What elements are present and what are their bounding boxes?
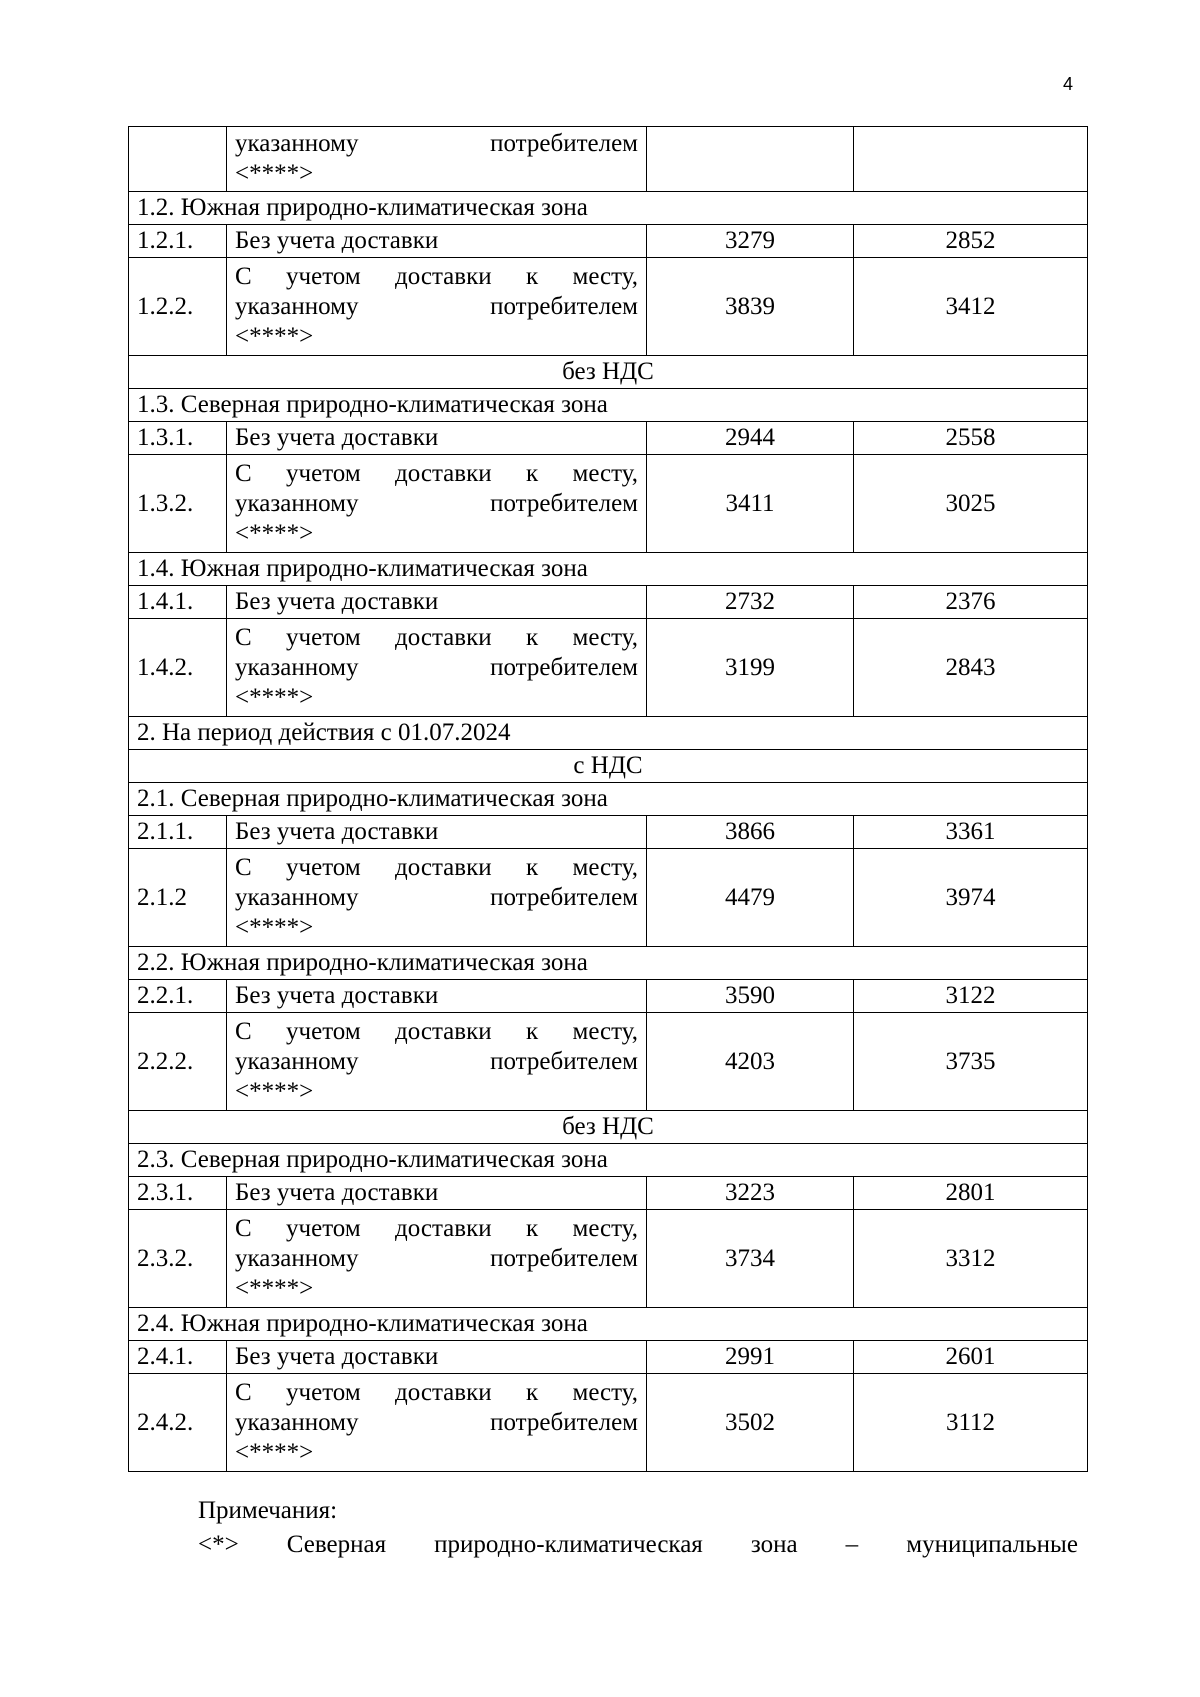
- vat-label: без НДС: [129, 356, 1088, 389]
- description-cell: [227, 455, 647, 553]
- description-cell: [227, 127, 647, 192]
- value-cell: 2843: [854, 619, 1088, 717]
- description-word: месту,: [572, 1378, 638, 1406]
- notes-word: <*>: [198, 1531, 239, 1558]
- value-cell: 3312: [854, 1210, 1088, 1308]
- description-line-1: [235, 623, 638, 653]
- description-line-2: [235, 1047, 638, 1077]
- delivery-description: [235, 1017, 638, 1107]
- description-cell: [227, 1013, 647, 1111]
- description-line-1: [235, 262, 638, 292]
- description-cell: [227, 849, 647, 947]
- description-word: учетом: [286, 1017, 361, 1045]
- vat-row: [129, 750, 1088, 783]
- description-line-2: [235, 1408, 638, 1438]
- description-word: указанному: [235, 130, 359, 157]
- description-word: потребителем: [490, 1047, 638, 1075]
- description-word: потребителем: [490, 1408, 638, 1436]
- description-word: учетом: [286, 1378, 361, 1406]
- value-cell: 3223: [647, 1177, 854, 1210]
- table-row: [129, 816, 1088, 849]
- vat-row: [129, 356, 1088, 389]
- delivery-description: [235, 1214, 638, 1304]
- table-row: [129, 1341, 1088, 1374]
- description-word: С: [235, 623, 252, 651]
- value-cell: 2801: [854, 1177, 1088, 1210]
- section-row: [129, 783, 1088, 816]
- value-cell: 4203: [647, 1013, 854, 1111]
- description-word: месту,: [572, 623, 638, 651]
- row-number-cell: 2.4.2.: [129, 1374, 227, 1472]
- table-row: [129, 849, 1088, 947]
- description-word: месту,: [572, 1214, 638, 1242]
- description-word: потребителем: [490, 489, 638, 517]
- description-line-3: <****>: [235, 519, 314, 547]
- description-word: доставки: [395, 459, 492, 487]
- description-line-1: [235, 853, 638, 883]
- description-cell: [227, 1210, 647, 1308]
- description-word: указанному: [235, 653, 359, 681]
- description-line-2: [235, 292, 638, 322]
- description-cell: [227, 258, 647, 356]
- table-row: [129, 980, 1088, 1013]
- section-row: [129, 1308, 1088, 1341]
- description-word: С: [235, 1017, 252, 1045]
- description-word: к: [525, 1214, 539, 1242]
- description-cell: [227, 1374, 647, 1472]
- value-cell: 3866: [647, 816, 854, 849]
- section-title: 2. На период действия с 01.07.2024: [129, 717, 1088, 750]
- value-cell: 3122: [854, 980, 1088, 1013]
- row-number-cell: 2.1.2: [129, 849, 227, 947]
- description-word: к: [525, 1017, 539, 1045]
- description-cell: [227, 619, 647, 717]
- table-row: [129, 1177, 1088, 1210]
- value-cell: 3279: [647, 225, 854, 258]
- row-number-cell: 1.2.2.: [129, 258, 227, 356]
- vat-label: без НДС: [129, 1111, 1088, 1144]
- value-cell: 2558: [854, 422, 1088, 455]
- description-word: месту,: [572, 1017, 638, 1045]
- description-word: доставки: [395, 1214, 492, 1242]
- notes-word: природно-климатическая: [434, 1531, 703, 1558]
- description-word: доставки: [395, 262, 492, 290]
- description-word: к: [525, 623, 539, 651]
- description-word: месту,: [572, 853, 638, 881]
- section-title: 1.2. Южная природно-климатическая зона: [129, 192, 1088, 225]
- description-word: потребителем: [490, 883, 638, 911]
- description-word: С: [235, 1214, 252, 1242]
- description-cell: Без учета доставки: [227, 816, 647, 849]
- vat-row: [129, 1111, 1088, 1144]
- description-word: потребителем: [490, 292, 638, 320]
- row-number-cell: 1.4.2.: [129, 619, 227, 717]
- section-row: [129, 192, 1088, 225]
- section-row: [129, 1144, 1088, 1177]
- delivery-description: [235, 1378, 638, 1468]
- description-word: учетом: [286, 262, 361, 290]
- description-line-3: <****>: [235, 913, 314, 941]
- value-cell: 2732: [647, 586, 854, 619]
- description-word: месту,: [572, 459, 638, 487]
- description-word: С: [235, 262, 252, 290]
- value-cell: 2944: [647, 422, 854, 455]
- value-cell: 2376: [854, 586, 1088, 619]
- description-word: доставки: [395, 623, 492, 651]
- section-title: 2.2. Южная природно-климатическая зона: [129, 947, 1088, 980]
- description-cell: Без учета доставки: [227, 1341, 647, 1374]
- description-word: к: [525, 459, 539, 487]
- description-word: учетом: [286, 853, 361, 881]
- description-word: месту,: [572, 262, 638, 290]
- description-word: учетом: [286, 1214, 361, 1242]
- value-cell: 3590: [647, 980, 854, 1013]
- description-word: учетом: [286, 623, 361, 651]
- row-number-cell: 2.1.1.: [129, 816, 227, 849]
- description-word: потребителем: [490, 130, 638, 157]
- value-cell: 3502: [647, 1374, 854, 1472]
- description-word: учетом: [286, 459, 361, 487]
- description-line-2: [235, 883, 638, 913]
- row-number-cell: 1.3.1.: [129, 422, 227, 455]
- table-row: [129, 1210, 1088, 1308]
- description-line-2: [235, 653, 638, 683]
- table-row: [129, 422, 1088, 455]
- description-line-1: [235, 1017, 638, 1047]
- delivery-description: [235, 262, 638, 352]
- description-word: потребителем: [490, 653, 638, 681]
- price-table: [128, 126, 1088, 1472]
- delivery-description: [235, 623, 638, 713]
- description-word: указанному: [235, 883, 359, 911]
- description-line-3: <****>: [235, 322, 314, 350]
- description-cell: Без учета доставки: [227, 586, 647, 619]
- description-line-3: <****>: [235, 1077, 314, 1105]
- value-cell: 3734: [647, 1210, 854, 1308]
- row-number-cell: 1.2.1.: [129, 225, 227, 258]
- section-title: 2.4. Южная природно-климатическая зона: [129, 1308, 1088, 1341]
- delivery-description: [235, 459, 638, 549]
- notes: [198, 1494, 1078, 1562]
- description-line-3: <****>: [235, 160, 314, 187]
- description-word: указанному: [235, 1408, 359, 1436]
- description-word: указанному: [235, 489, 359, 517]
- description-cell: Без учета доставки: [227, 225, 647, 258]
- value-cell: 2601: [854, 1341, 1088, 1374]
- description-word: потребителем: [490, 1244, 638, 1272]
- description-word: С: [235, 459, 252, 487]
- description-word: доставки: [395, 1017, 492, 1045]
- notes-word: Северная: [286, 1531, 387, 1558]
- description-cell: Без учета доставки: [227, 422, 647, 455]
- notes-word: зона: [750, 1531, 798, 1558]
- description-line-2: [235, 1244, 638, 1274]
- value-cell: [854, 127, 1088, 192]
- description-word: указанному: [235, 292, 359, 320]
- row-number-cell: 2.2.2.: [129, 1013, 227, 1111]
- value-cell: 2991: [647, 1341, 854, 1374]
- table-row: [129, 586, 1088, 619]
- value-cell: [647, 127, 854, 192]
- value-cell: 3025: [854, 455, 1088, 553]
- table-row: [129, 127, 1088, 192]
- row-number-cell: 2.2.1.: [129, 980, 227, 1013]
- row-number-cell: 2.3.1.: [129, 1177, 227, 1210]
- table-row: [129, 455, 1088, 553]
- row-number-cell: 2.4.1.: [129, 1341, 227, 1374]
- value-cell: 4479: [647, 849, 854, 947]
- value-cell: 3735: [854, 1013, 1088, 1111]
- value-cell: 3974: [854, 849, 1088, 947]
- notes-word: –: [845, 1531, 859, 1558]
- table-row: [129, 258, 1088, 356]
- notes-word: муниципальные: [906, 1531, 1078, 1558]
- section-title: 1.4. Южная природно-климатическая зона: [129, 553, 1088, 586]
- description-line-1: [235, 459, 638, 489]
- description-word: к: [525, 262, 539, 290]
- section-title: 1.3. Северная природно-климатическая зона: [129, 389, 1088, 422]
- table-row: [129, 1013, 1088, 1111]
- table-row: [129, 619, 1088, 717]
- vat-label: с НДС: [129, 750, 1088, 783]
- description-line-3: <****>: [235, 1274, 314, 1302]
- description-line-2: [235, 489, 638, 519]
- description-word: указанному: [235, 1244, 359, 1272]
- section-row: [129, 389, 1088, 422]
- value-cell: 3199: [647, 619, 854, 717]
- description-line-1: [235, 1214, 638, 1244]
- notes-heading: Примечания:: [198, 1497, 338, 1524]
- section-row: [129, 717, 1088, 750]
- value-cell: 2852: [854, 225, 1088, 258]
- row-number-cell: [129, 127, 227, 192]
- description-word: С: [235, 1378, 252, 1406]
- description-word: доставки: [395, 1378, 492, 1406]
- description-line-3: <****>: [235, 683, 314, 711]
- notes-line-1: [198, 1528, 1078, 1562]
- table-row: [129, 225, 1088, 258]
- section-row: [129, 553, 1088, 586]
- section-title: 2.3. Северная природно-климатическая зона: [129, 1144, 1088, 1177]
- description-cell: Без учета доставки: [227, 1177, 647, 1210]
- description-line-1: [235, 1378, 638, 1408]
- value-cell: 3411: [647, 455, 854, 553]
- row-number-cell: 1.3.2.: [129, 455, 227, 553]
- page-number: 4: [1063, 74, 1074, 94]
- description-cell: Без учета доставки: [227, 980, 647, 1013]
- value-cell: 3412: [854, 258, 1088, 356]
- row-number-cell: 1.4.1.: [129, 586, 227, 619]
- value-cell: 3112: [854, 1374, 1088, 1472]
- delivery-description: [235, 853, 638, 943]
- section-title: 2.1. Северная природно-климатическая зона: [129, 783, 1088, 816]
- description-word: к: [525, 1378, 539, 1406]
- table-body: [129, 127, 1088, 1472]
- description-word: доставки: [395, 853, 492, 881]
- table-row: [129, 1374, 1088, 1472]
- description-word: к: [525, 853, 539, 881]
- value-cell: 3839: [647, 258, 854, 356]
- delivery-description: [235, 129, 638, 189]
- section-row: [129, 947, 1088, 980]
- description-word: указанному: [235, 1047, 359, 1075]
- description-line-3: <****>: [235, 1438, 314, 1466]
- description-word: С: [235, 853, 252, 881]
- description-line-2: [235, 129, 638, 159]
- value-cell: 3361: [854, 816, 1088, 849]
- row-number-cell: 2.3.2.: [129, 1210, 227, 1308]
